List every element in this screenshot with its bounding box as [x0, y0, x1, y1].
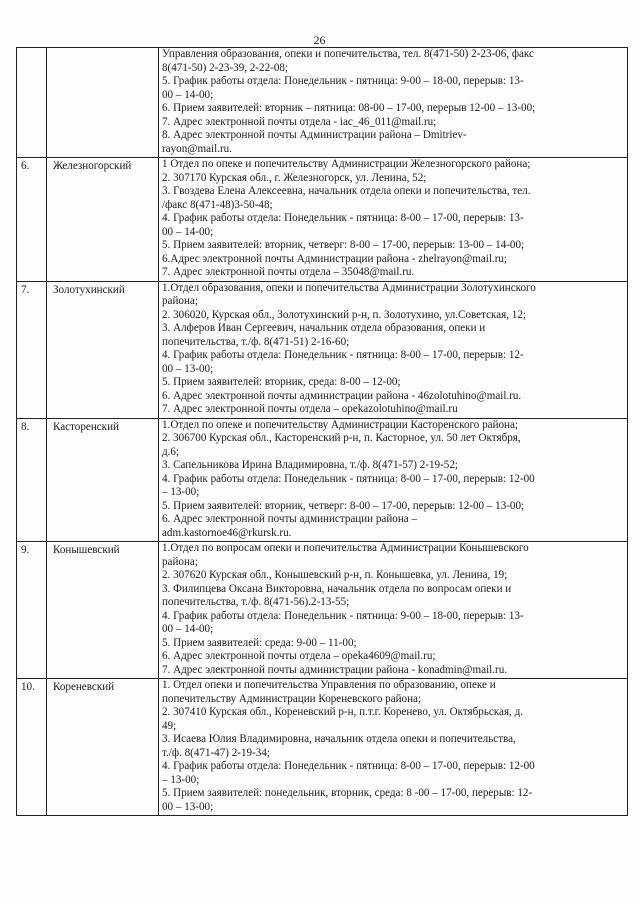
info-line: 2. 306700 Курская обл., Касторенский р-н, п. Касторное, ул. 50 лет Октября,	[162, 432, 521, 444]
department-info	[159, 542, 628, 679]
info-line: 2. 307410 Курская обл., Кореневский р-н, п.т.г. Коренево, ул. Октябрьская, д.	[162, 706, 524, 718]
department-info	[159, 48, 628, 158]
info-line: района;	[162, 295, 198, 307]
info-line: 3. Исаева Юлия Владимировна, начальник отдела опеки и попечительства,	[162, 733, 516, 745]
row-number: 8.	[17, 418, 47, 542]
row-number	[17, 48, 47, 158]
info-line: 3. Алферов Иван Сергеевич, начальник отдела образования, опеки и	[162, 322, 486, 334]
info-line: 5. График работы отдела: Понедельник - пятница: 9-00 – 18-00, перерыв: 13-	[162, 75, 524, 87]
info-line: т./ф. 8(471-47) 2-19-34;	[162, 746, 270, 759]
info-line: 6.Адрес электронной почты Администрации района - zhelrayon@mail.ru;	[162, 252, 508, 265]
district-name: Касторенский	[47, 418, 159, 542]
info-line: – 13-00;	[162, 773, 200, 786]
info-line: 00 – 14-00;	[162, 623, 214, 635]
info-line: 6. Адрес электронной почты администрации района –	[162, 513, 418, 525]
info-line: 4. График работы отдела: Понедельник - пятница: 8-00 – 17-00, перерыв: 12-00	[162, 760, 535, 772]
info-line: 1 Отдел по опеке и попечительству Администрации Железногорского района;	[162, 158, 531, 170]
info-line: 2. 307620 Курская обл., Конышевский р-н, п. Конышевка, ул. Ленина, 19;	[162, 569, 508, 581]
table-row	[17, 281, 628, 418]
info-line: 7. Адрес электронной почты отдела - iac_46_011@mail.ru;	[162, 115, 437, 128]
table-body	[17, 48, 628, 816]
info-line: 00 – 14-00;	[162, 88, 214, 101]
info-line: 3. Гвоздева Елена Алексеевна, начальник отдела опеки и попечительства, тел.	[162, 185, 531, 197]
info-line: 5. Прием заявителей: вторник, четверг: 8-00 – 17-00, перерыв: 13-00 – 14-00;	[162, 239, 525, 251]
info-line: 3. Сапельникова Ирина Владимировна, т./ф. 8(471-57) 2-19-52;	[162, 459, 458, 471]
info-line: 3. Филипцева Оксана Викторовна, начальник отдела по вопросам опеки и	[162, 582, 512, 595]
table-row	[17, 679, 628, 816]
info-line: 4. График работы отдела: Понедельник - пятница: 8-00 – 17-00, перерыв: 13-	[162, 212, 524, 224]
department-info	[159, 281, 628, 418]
info-line: 5. Прием заявителей: вторник, четверг: 8-00 – 17-00, перерыв: 12-00 – 13-00;	[162, 499, 525, 512]
info-line: /факс 8(471-48)3-50-48;	[162, 198, 273, 211]
info-line: попечительству Администрации Кореневского района;	[162, 692, 422, 705]
district-name: Золотухинский	[47, 281, 159, 418]
info-line: adm.kastornoe46@rkursk.ru.	[162, 526, 292, 539]
info-line: 2. 306020, Курская обл., Золотухинский р-н, п. Золотухино, ул.Советская, 12;	[162, 308, 526, 321]
info-line: 8(471-50) 2-23-39, 2-22-08;	[162, 61, 289, 74]
department-info	[159, 158, 628, 282]
info-line: 6. Прием заявителей: вторник – пятница: 08-00 – 17-00, перерыв 12-00 – 13-00;	[162, 102, 536, 114]
district-name: Конышевский	[47, 542, 159, 679]
info-line: 5. Прием заявителей: вторник, среда: 8-00 – 12-00;	[162, 376, 401, 388]
row-number: 6.	[17, 158, 47, 282]
info-line: 1. Отдел опеки и попечительства Управления по образованию, опеке и	[162, 679, 496, 691]
info-line: 4. График работы отдела: Понедельник - пятница: 8-00 – 17-00, перерыв: 12-00	[162, 472, 535, 485]
info-line: 7. Адрес электронной почты администрации района - konadmin@mail.ru.	[162, 663, 508, 676]
row-number: 7.	[17, 281, 47, 418]
district-name	[47, 48, 159, 158]
info-line: 8. Адрес электронной почты Администрации района – Dmitriev-	[162, 129, 467, 141]
department-info	[159, 418, 628, 542]
info-line: 5. Прием заявителей: среда: 9-00 – 11-00;	[162, 636, 357, 649]
district-name: Железногорский	[47, 158, 159, 282]
info-line: 7. Адрес электронной почты отдела – 35048@mail.ru.	[162, 266, 415, 278]
info-line: 6. Адрес электронной почты отдела – opeka4609@mail.ru;	[162, 650, 436, 662]
info-line: rayon@mail.ru.	[162, 142, 232, 155]
info-line: 6. Адрес электронной почты администрации района - 46zolotuhino@mail.ru.	[162, 389, 522, 402]
info-line: 49;	[162, 719, 177, 732]
row-number: 9.	[17, 542, 47, 679]
table-row	[17, 48, 628, 158]
info-line: 00 – 13-00;	[162, 800, 214, 813]
info-line: 7. Адрес электронной почты отдела – opekazolotuhino@mail.ru	[162, 403, 458, 415]
table-row	[17, 542, 628, 679]
table-row	[17, 418, 628, 542]
info-line: 4. График работы отдела: Понедельник - пятница: 8-00 – 17-00, перерыв: 12-	[162, 349, 524, 361]
info-line: 2. 307170 Курская обл., г. Железногорск, ул. Ленина, 52;	[162, 171, 427, 184]
district-name: Кореневский	[47, 679, 159, 816]
info-line: 4. График работы отдела: Понедельник - пятница: 9-00 – 18-00, перерыв: 13-	[162, 609, 524, 622]
info-line: 1.Отдел образования, опеки и попечительства Администрации Золотухинского	[162, 281, 536, 294]
info-line: 5. Прием заявителей: понедельник, вторник, среда: 8 -00 – 17-00, перерыв: 12-	[162, 787, 533, 799]
table-row	[17, 158, 628, 282]
info-line: Управления образования, опеки и попечительства, тел. 8(471-50) 2-23-06, факс	[162, 48, 534, 60]
info-line: 00 – 13-00;	[162, 362, 214, 375]
info-line: 1.Отдел по опеке и попечительству Администрации Касторенского района;	[162, 418, 518, 431]
row-number: 10.	[17, 679, 47, 816]
page-number: 26	[313, 33, 326, 47]
info-line: д.6;	[162, 445, 180, 458]
guardianship-departments-table	[16, 47, 628, 816]
department-info	[159, 679, 628, 816]
info-line: 1.Отдел по вопросам опеки и попечительства Администрации Конышевского	[162, 542, 529, 554]
info-line: района;	[162, 555, 198, 568]
info-line: попечительства, т./ф. 8(471-51) 2-16-60;	[162, 335, 350, 348]
info-line: 00 – 14-00;	[162, 225, 214, 238]
info-line: попечительства, т./ф. 8(471-56).2-13-55;	[162, 596, 350, 608]
info-line: – 13-00;	[162, 486, 200, 498]
